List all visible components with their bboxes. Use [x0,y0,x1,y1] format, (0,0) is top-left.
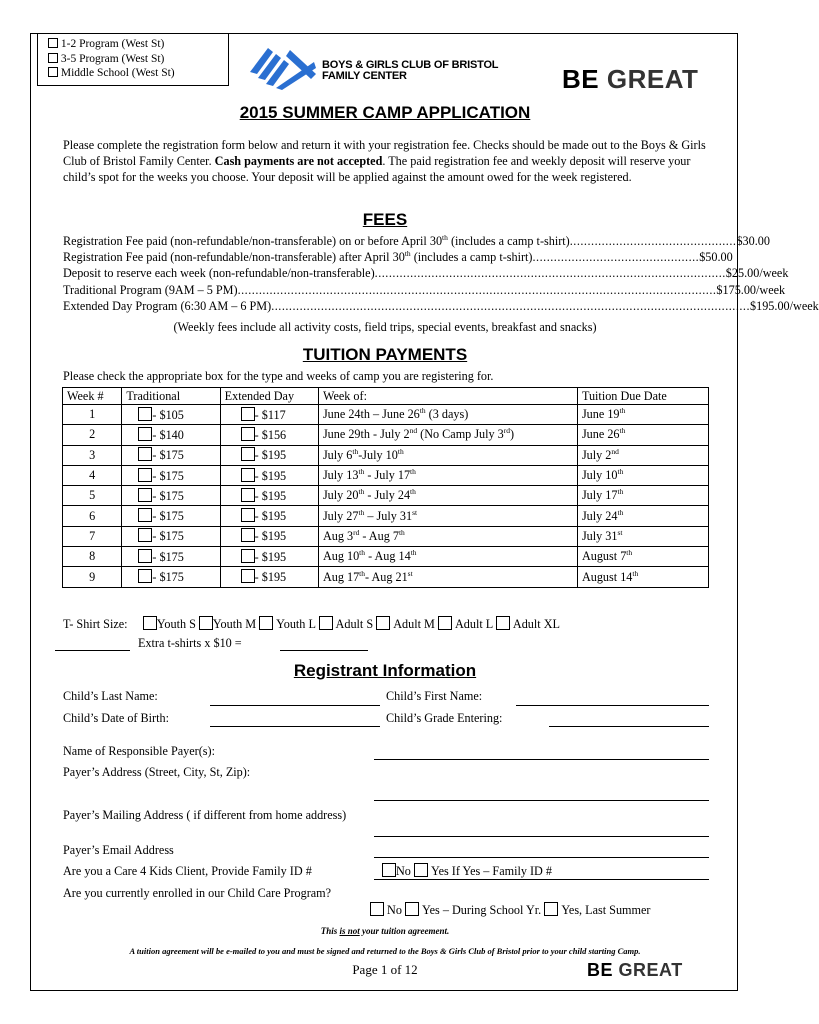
table-row [63,465,709,485]
table-row [63,567,709,587]
fee-line: Deposit to reserve each week (non-refundable/non-transferable) ................................................................................................... $25.00/week [63,266,789,280]
traditional-checkbox[interactable] [138,447,152,461]
due-date-cell: July 24th [577,506,708,526]
extended-checkbox[interactable] [241,528,255,542]
payer-email-label: Payer’s Email Address [63,843,174,857]
table-row [63,445,709,465]
enrolled-label: Are you currently enrolled in our Child Care Program? [63,886,332,900]
column-header: Week of: [318,388,577,405]
extra-tshirt-label: Extra t-shirts x $10 = [138,636,242,650]
due-date-cell: July 10th [577,465,708,485]
fee-line: Traditional Program (9AM – 5 PM) ....................................................................................................................................... $175.00/week [63,283,786,297]
tuition-agreement-note: A tuition agreement will be e-mailed to you and must be signed and returned to the Boys & Girls Club of Bristol prior to your child starting Camp. [129,946,641,956]
traditional-cell: - $175 [122,526,220,546]
intro-paragraph: Please complete the registration form below and return it with your registration fee. Checks should be made out to the Boys & Girls Club of Bristol Family Center. Cash payments are not accepted. The paid registration fee and weekly deposit will reserve your child’s spot for the weeks you choose. Your deposit will be applied against the amount owed for the week registered. [63,138,706,184]
enrolled-school-checkbox[interactable] [405,902,419,916]
care4kids-label: Are you a Care 4 Kids Client, Provide Family ID # [63,864,312,878]
tuition-heading: TUITION PAYMENTS [302,345,468,364]
due-date-cell: August 14th [577,567,708,587]
table-row [63,526,709,546]
due-date-cell: July 31st [577,526,708,546]
traditional-checkbox[interactable] [138,508,152,522]
family-id-field[interactable] [374,879,709,880]
child-grade-label: Child’s Grade Entering: [386,711,503,725]
traditional-checkbox[interactable] [138,427,152,441]
child-first-name-label: Child’s First Name: [386,689,483,703]
week-of-cell: July 6th-July 10th [318,445,577,465]
traditional-cell: - $175 [122,506,220,526]
traditional-checkbox[interactable] [138,549,152,563]
tshirt-checkbox[interactable] [259,616,273,630]
extra-tshirt-total-field[interactable] [280,650,368,651]
due-date-cell: July 17th [577,486,708,506]
care4kids-yes-checkbox[interactable] [414,863,428,877]
program-selection-box [37,33,229,86]
extended-cell: - $195 [220,445,318,465]
week-number: 1 [63,405,122,425]
tuition-table [62,387,709,588]
table-row [63,547,709,567]
extended-checkbox[interactable] [241,427,255,441]
week-of-cell: Aug 10th - Aug 14th [318,547,577,567]
week-of-cell: Aug 3rd - Aug 7th [318,526,577,546]
extended-cell: - $195 [220,547,318,567]
tshirt-checkbox[interactable] [319,616,333,630]
week-of-cell: July 13th - July 17th [318,465,577,485]
program-checkbox[interactable] [48,53,58,63]
fees-note: (Weekly fees include all activity costs, field trips, special events, breakfast and snacks) [173,320,597,334]
extended-cell: - $156 [220,425,318,445]
extended-checkbox[interactable] [241,549,255,563]
traditional-checkbox[interactable] [138,488,152,502]
week-number: 9 [63,567,122,587]
extended-cell: - $195 [220,506,318,526]
week-of-cell: July 20th - July 24th [318,486,577,506]
program-option[interactable]: 1-2 Program (West St) [48,37,228,52]
traditional-cell: - $175 [122,486,220,506]
payer-name-field[interactable] [374,759,709,760]
child-last-name-label: Child’s Last Name: [63,689,158,703]
extended-cell: - $195 [220,526,318,546]
due-date-cell: August 7th [577,547,708,567]
table-row [63,405,709,425]
tshirt-checkbox[interactable] [438,616,452,630]
page-number: Page 1 of 12 [352,962,418,977]
extended-cell: - $195 [220,486,318,506]
traditional-checkbox[interactable] [138,468,152,482]
child-first-name-field[interactable] [516,705,709,706]
program-checkbox[interactable] [48,38,58,48]
extended-checkbox[interactable] [241,447,255,461]
tshirt-checkbox[interactable] [143,616,157,630]
extended-cell: - $117 [220,405,318,425]
extended-cell: - $195 [220,567,318,587]
fee-line: Registration Fee paid (non-refundable/non-transferable) after April 30th (includes a camp t-shirt) ............................................... $50.00 [63,249,733,264]
traditional-cell: - $140 [122,425,220,445]
payer-name-label: Name of Responsible Payer(s): [63,744,215,758]
due-date-cell: June 26th [577,425,708,445]
be-great-logo: BE GREAT [562,64,699,94]
payer-mailing-field[interactable] [374,836,709,837]
be-great-footer-logo: BE GREAT [587,960,683,980]
week-number: 2 [63,425,122,445]
traditional-cell: - $175 [122,445,220,465]
tshirt-size-row: T- Shirt Size: Youth S Youth M Youth L Adult S Adult M Adult L Adult XL [63,617,560,631]
extended-checkbox[interactable] [241,468,255,482]
tshirt-checkbox[interactable] [496,616,510,630]
traditional-checkbox[interactable] [138,407,152,421]
fee-line: Extended Day Program (6:30 AM – 6 PM) ....................................................................................................................................... $195.00/week [63,299,819,313]
traditional-cell: - $175 [122,567,220,587]
week-number: 7 [63,526,122,546]
enrolled-no-checkbox[interactable] [370,902,384,916]
fees-heading: FEES [362,210,408,229]
week-of-cell: June 24th – June 26th (3 days) [318,405,577,425]
traditional-checkbox[interactable] [138,569,152,583]
program-option[interactable]: 3-5 Program (West St) [48,52,228,67]
extra-tshirt-qty-field[interactable] [55,650,130,651]
due-date-cell: June 19th [577,405,708,425]
week-number: 6 [63,506,122,526]
child-grade-field[interactable] [549,726,709,727]
week-number: 8 [63,547,122,567]
club-name: BOYS & GIRLS CLUB OF BRISTOL FAMILY CENTER [322,59,499,82]
page-title: 2015 SUMMER CAMP APPLICATION [239,103,531,122]
column-header: Traditional [122,388,220,405]
program-checkbox[interactable] [48,67,58,77]
table-row [63,486,709,506]
enrolled-options: No Yes – During School Yr. Yes, Last Summer [370,902,650,918]
club-logo-icon [246,44,320,92]
care4kids-options: No Yes If Yes – Family ID # [382,863,552,879]
payer-mailing-label: Payer’s Mailing Address ( if different from home address) [63,808,347,822]
traditional-cell: - $175 [122,465,220,485]
week-of-cell: June 29th - July 2nd (No Camp July 3rd) [318,425,577,445]
week-number: 3 [63,445,122,465]
week-number: 4 [63,465,122,485]
care4kids-no-checkbox[interactable] [382,863,396,877]
table-row [63,506,709,526]
column-header: Week # [63,388,122,405]
due-date-cell: July 2nd [577,445,708,465]
extended-checkbox[interactable] [241,407,255,421]
column-header: Tuition Due Date [577,388,708,405]
not-agreement-note: This is not your tuition agreement. [320,926,450,936]
table-row [63,425,709,445]
payer-address-field[interactable] [374,800,709,801]
child-dob-label: Child’s Date of Birth: [63,711,169,725]
registrant-heading: Registrant Information [293,661,477,680]
week-number: 5 [63,486,122,506]
tshirt-checkbox[interactable] [199,616,213,630]
traditional-cell: - $175 [122,547,220,567]
child-last-name-field[interactable] [210,705,380,706]
tuition-instruction: Please check the appropriate box for the type and weeks of camp you are registering for. [63,369,494,383]
table-header-row [63,388,709,405]
week-of-cell: July 27th – July 31st [318,506,577,526]
extended-cell: - $195 [220,465,318,485]
traditional-cell: - $105 [122,405,220,425]
enrolled-summer-checkbox[interactable] [544,902,558,916]
week-of-cell: Aug 17th- Aug 21st [318,567,577,587]
program-option[interactable]: Middle School (West St) [48,66,228,81]
column-header: Extended Day [220,388,318,405]
fee-line: Registration Fee paid (non-refundable/non-transferable) on or before April 30th (includes a camp t-shirt) ............................................... $30.00 [63,233,770,248]
payer-address-label: Payer’s Address (Street, City, St, Zip): [63,765,251,779]
payer-email-field[interactable] [374,857,709,858]
traditional-checkbox[interactable] [138,528,152,542]
extended-checkbox[interactable] [241,508,255,522]
child-dob-field[interactable] [210,726,380,727]
extended-checkbox[interactable] [241,488,255,502]
tshirt-checkbox[interactable] [376,616,390,630]
extended-checkbox[interactable] [241,569,255,583]
